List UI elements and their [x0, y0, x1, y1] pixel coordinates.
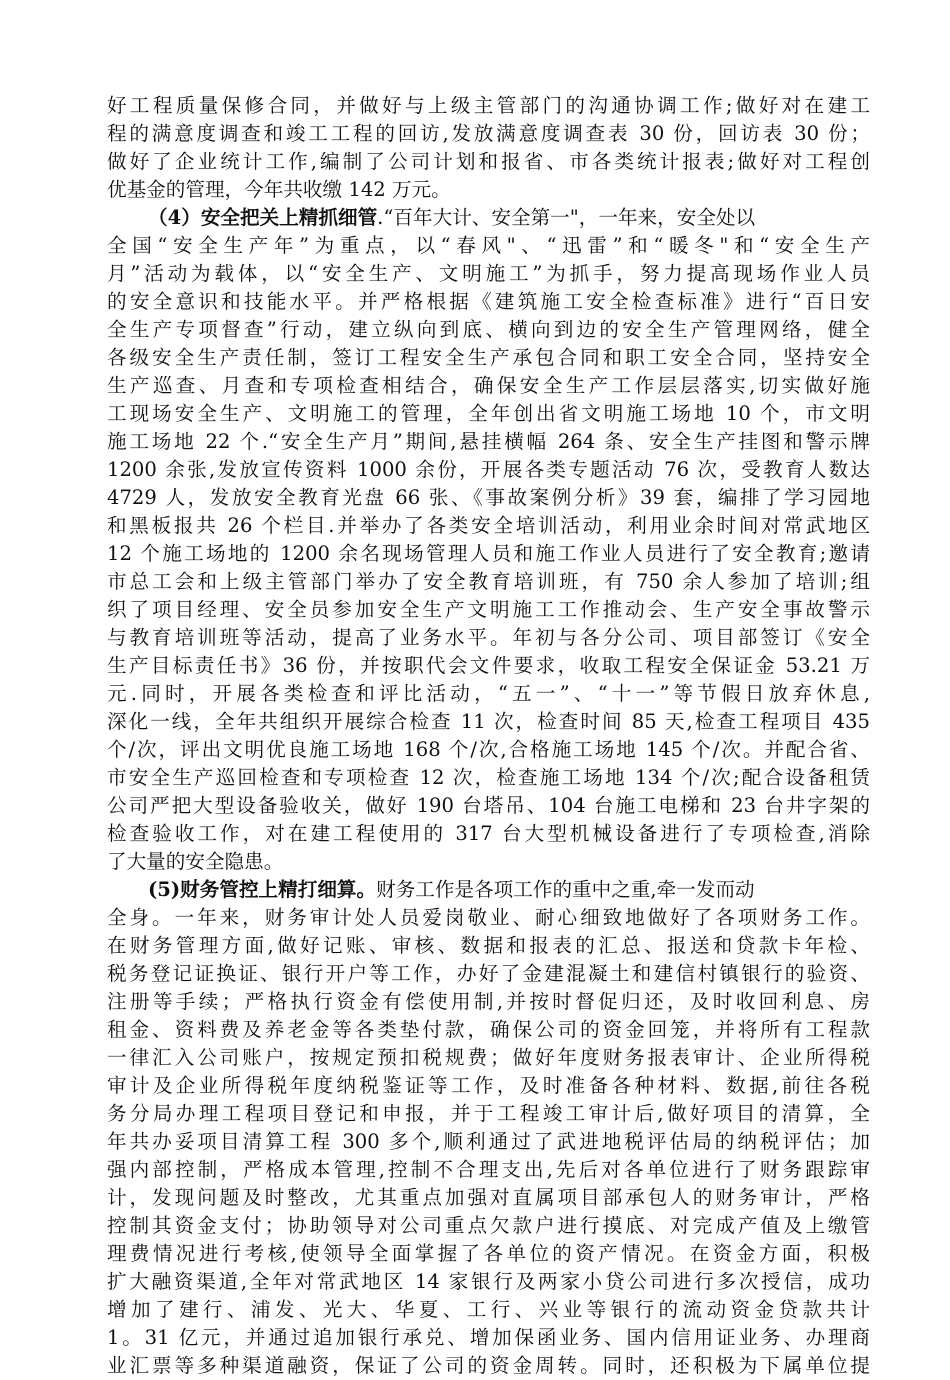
text-line: 织了项目经理、安全员参加安全生产文明施工工作推动会、生产安全事故警示	[107, 598, 870, 621]
text-line: 税务登记证换证、银行开户等工作，办好了金建混凝土和建信村镇银行的验资、	[107, 962, 870, 985]
text-line: 生产巡查、月查和专项检查相结合，确保安全生产工作层层落实,切实做好施	[107, 374, 870, 397]
text-line: 注册等手续；严格执行资金有偿使用制,并按时督促归还，及时收回利息、房	[107, 990, 870, 1013]
text-line: 公司严把大型设备验收关，做好 190 台塔吊、104 台施工电梯和 23 台井字架的	[107, 794, 870, 817]
text-line: 好工程质量保修合同，并做好与上级主管部门的沟通协调工作;做好对在建工	[107, 94, 870, 117]
text-line: 与教育培训班等活动，提高了业务水平。年初与各分公司、项目部签订《安全	[107, 626, 870, 649]
text-line: 做好了企业统计工作,编制了公司计划和报省、市各类统计报表;做好对工程创	[107, 150, 870, 173]
text-line: 理费情况进行考核,使领导全面掌握了各单位的资产情况。在资金方面，积极	[107, 1242, 870, 1265]
text-line: 年共办妥项目清算工程 300 多个,顺利通过了武进地税评估局的纳税评估；加	[107, 1130, 870, 1153]
section-4-first-line-text: .“百年大计、安全第一"，一年来，安全处以	[377, 206, 756, 229]
text-line: 审计及企业所得税年度纳税鉴证等工作，及时准备各种材料、数据,前往各税	[107, 1074, 870, 1097]
section-4-heading: （4）安全把关上精抓细管	[148, 206, 378, 229]
text-line: 4729 人，发放安全教育光盘 66 张、《事故案例分析》39 套，编排了学习园地	[107, 486, 870, 509]
section-4-paragraph	[107, 204, 870, 876]
section-5-heading: (5)财务管控上精打细算。	[148, 878, 377, 901]
text-line: 工现场安全生产、文明施工的管理，全年创出省文明施工场地 10 个，市文明	[107, 402, 870, 425]
text-line: 1200 余张,发放宣传资料 1000 余份，开展各类专题活动 76 次，受教育人数达	[107, 458, 870, 481]
text-line: 在财务管理方面,做好记账、审核、数据和报表的汇总、报送和贷款卡年检、	[107, 934, 870, 957]
text-line: 全身。一年来，财务审计处人员爱岗敬业、耐心细致地做好了各项财务工作。	[107, 906, 870, 929]
section-5-paragraph	[107, 876, 870, 1380]
text-line: 增加了建行、浦发、光大、华夏、工行、兴业等银行的流动资金贷款共计	[107, 1298, 870, 1321]
text-line: 控制其资金支付；协助领导对公司重点欠款户进行摸底、对完成产值及上缴管	[107, 1214, 870, 1237]
text-line: 计，发现问题及时整改，尤其重点加强对直属项目部承包人的财务审计，严格	[107, 1186, 870, 1209]
text-line: 的安全意识和技能水平。并严格根据《建筑施工安全检查标准》进行“百日安	[107, 290, 870, 313]
section-4-first-line	[107, 204, 870, 232]
text-line: 业汇票等多种渠道融资，保证了公司的资金周转。同时，还积极为下属单位提	[107, 1354, 870, 1377]
text-line: 个/次，评出文明优良施工场地 168 个/次,合格施工场地 145 个/次。并配合省、	[107, 738, 870, 761]
text-line: 深化一线，全年共组织开展综合检查 11 次，检查时间 85 天,检查工程项目 435	[107, 710, 870, 733]
text-line: 施工场地 22 个.“安全生产月”期间,悬挂横幅 264 条、安全生产挂图和警示牌	[107, 430, 870, 453]
text-line: 1。31 亿元，并通过追加银行承兑、增加保函业务、国内信用证业务、办理商	[107, 1326, 870, 1349]
section-5-first-line	[107, 876, 870, 904]
text-line: 务分局办理工程项目登记和申报，并于工程竣工审计后,做好项目的清算，全	[107, 1102, 870, 1125]
intro-paragraph	[107, 92, 870, 204]
text-line: 租金、资料费及养老金等各类垫付款，确保公司的资金回笼，并将所有工程款	[107, 1018, 870, 1041]
text-line: 检查验收工作，对在建工程使用的 317 台大型机械设备进行了专项检查,消除	[107, 822, 870, 845]
text-line: 市安全生产巡回检查和专项检查 12 次，检查施工场地 134 个/次;配合设备租赁	[107, 766, 870, 789]
text-line: 程的满意度调查和竣工工程的回访,发放满意度调查表 30 份，回访表 30 份；	[107, 122, 870, 145]
text-line: 扩大融资渠道,全年对常武地区 14 家银行及两家小贷公司进行多次授信，成功	[107, 1270, 870, 1293]
text-line: 各级安全生产责任制，签订工程安全生产承包合同和职工安全合同，坚持安全	[107, 346, 870, 369]
text-line: 元.同时，开展各类检查和评比活动，“五一”、“十一”等节假日放弃休息,	[107, 682, 870, 705]
text-line: 月”活动为载体，以“安全生产、文明施工”为抓手，努力提高现场作业人员	[107, 262, 870, 285]
text-line: 强内部控制，严格成本管理,控制不合理支出,先后对各单位进行了财务跟踪审	[107, 1158, 870, 1181]
text-line: 市总工会和上级主管部门举办了安全教育培训班，有 750 余人参加了培训;组	[107, 570, 870, 593]
text-line: 全生产专项督查”行动，建立纵向到底、横向到边的安全生产管理网络，健全	[107, 318, 870, 341]
text-line: 12 个施工场地的 1200 余名现场管理人员和施工作业人员进行了安全教育;邀请	[107, 542, 870, 565]
text-line: 一律汇入公司账户，按规定预扣税规费；做好年度财务报表审计、企业所得税	[107, 1046, 870, 1069]
section-5-first-line-text: 财务工作是各项工作的重中之重,牵一发而动	[376, 878, 755, 901]
text-line: 全国“安全生产年”为重点，以“春风"、“迅雷”和“暖冬"和“安全生产	[107, 234, 870, 257]
text-line: 和黑板报共 26 个栏目.并举办了各类安全培训活动，利用业余时间对常武地区	[107, 514, 870, 537]
text-line: 了大量的安全隐患。	[107, 850, 284, 873]
text-line: 优基金的管理，今年共收缴 142 万元。	[107, 178, 451, 201]
text-line: 生产目标责任书》36 份，并按职代会文件要求，收取工程安全保证金 53.21 万	[107, 654, 870, 677]
